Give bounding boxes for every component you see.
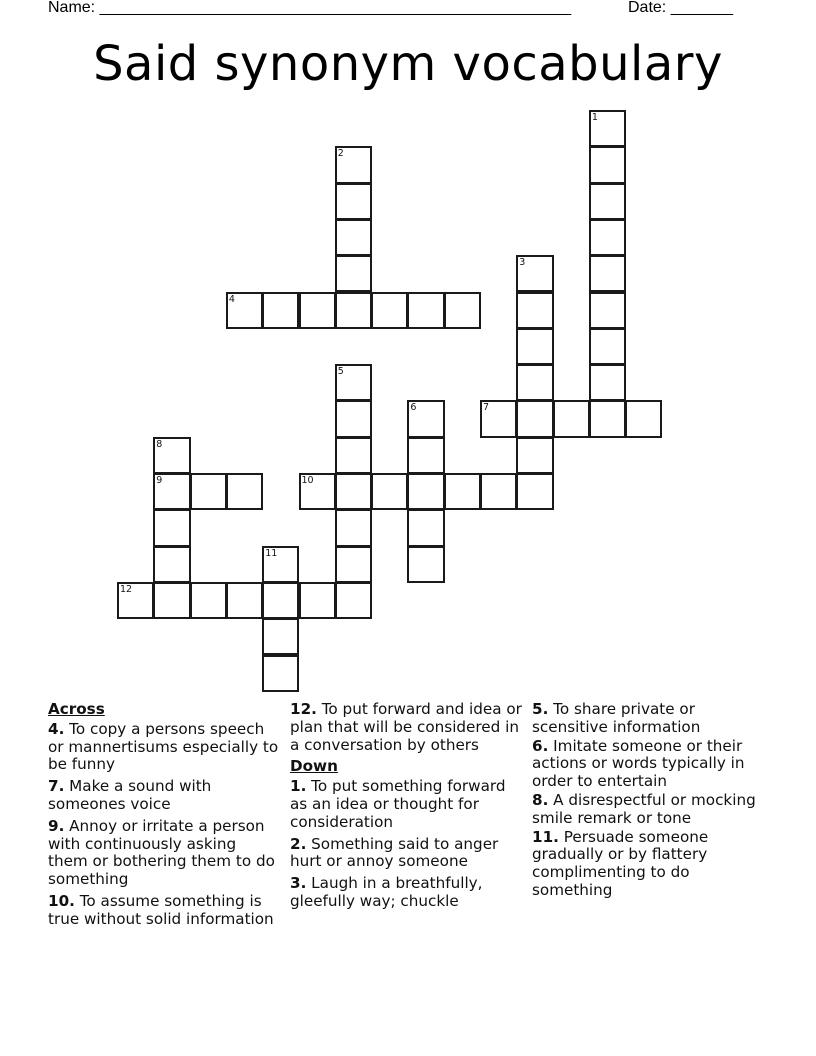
clue-text: Persuade someone gradually or by flattery complimenting to do something [532,827,709,899]
crossword-cell[interactable] [516,437,553,474]
crossword-cell[interactable] [335,219,372,256]
clue-number: 1. [290,777,307,796]
clue-number: 5. [532,700,549,718]
crossword-cell[interactable] [516,473,553,510]
crossword-cell[interactable] [335,582,372,619]
crossword-cell[interactable] [153,437,190,474]
crossword-cell[interactable] [190,582,227,619]
cell-number: 9 [156,475,163,486]
crossword-cell[interactable] [589,255,626,292]
crossword-cell[interactable] [444,292,481,329]
crossword-cell[interactable] [335,183,372,220]
crossword-cell[interactable] [335,146,372,183]
crossword-cell[interactable] [371,473,408,510]
clue-down-8 [532,792,764,828]
crossword-cell[interactable] [299,292,336,329]
crossword-cell[interactable] [625,400,662,437]
crossword-cell[interactable] [589,219,626,256]
crossword-cell[interactable] [335,473,372,510]
clue-text: A disrespectful or mocking smile remark or tone [532,790,756,827]
clue-text: To assume something is true without solid information [48,891,274,928]
crossword-cell[interactable] [589,110,626,147]
crossword-cell[interactable] [589,328,626,365]
crossword-cell[interactable] [480,400,517,437]
clue-number: 12. [290,700,317,718]
clues-column-1 [48,701,280,933]
cell-number: 4 [228,293,235,305]
cell-number: 5 [337,366,344,378]
crossword-cell[interactable] [153,546,190,583]
crossword-cell[interactable] [480,473,517,510]
cell-number: 6 [410,402,417,414]
cell-number: 7 [483,402,490,414]
crossword-cell[interactable] [262,618,299,655]
crossword-cell[interactable] [299,582,336,619]
crossword-cell[interactable] [516,292,553,329]
clue-down-2 [290,836,522,872]
clue-number: 6. [532,736,549,755]
crossword-cell[interactable] [407,546,444,583]
clue-number: 3. [290,874,307,893]
crossword-cell[interactable] [407,473,444,510]
cell-number: 12 [120,583,133,595]
crossword-cell[interactable] [190,473,227,510]
clue-text: Something said to anger hurt or annoy someone [290,834,499,871]
date-field[interactable]: Date: _______ [628,0,733,16]
crossword-cell[interactable] [335,292,372,329]
clue-down-1 [290,778,522,831]
crossword-cell[interactable] [153,509,190,546]
cell-number: 1 [591,112,598,123]
crossword-cell[interactable] [553,400,590,437]
crossword-cell[interactable] [589,146,626,183]
crossword-cell[interactable] [335,437,372,474]
crossword-cell[interactable] [262,655,299,692]
crossword-cell[interactable] [516,364,553,401]
clue-across-10 [48,893,280,929]
cell-number: 3 [519,257,526,269]
crossword-cell[interactable] [226,473,263,510]
clue-number: 9. [48,816,65,835]
clues-column-3 [532,701,764,901]
clue-text: To put forward and idea or plan that will be considered in a conversation by others [290,700,522,754]
clue-number: 8. [532,790,549,809]
cell-number: 10 [301,475,314,486]
clue-number: 11. [532,827,559,846]
page-title: Said synonym vocabulary [93,36,723,92]
clue-across-7 [48,778,280,814]
crossword-cell[interactable] [407,437,444,474]
crossword-cell[interactable] [516,328,553,365]
crossword-cell[interactable] [516,400,553,437]
crossword-cell[interactable] [589,364,626,401]
clue-text: Imitate someone or their actions or words typically in order to entertain [532,736,745,791]
clue-text: To put something forward as an idea or thought for consideration [290,777,506,831]
down-heading: Down [290,757,338,776]
clue-number: 2. [290,834,307,853]
clue-down-11 [532,829,764,900]
crossword-cell[interactable] [444,473,481,510]
crossword-cell[interactable] [153,582,190,619]
crossword-cell[interactable] [407,509,444,546]
crossword-cell[interactable] [153,473,190,510]
crossword-cell[interactable] [335,546,372,583]
crossword-cell[interactable] [516,255,553,292]
clues-column-2 [290,701,522,915]
crossword-cell[interactable] [262,292,299,329]
crossword-cell[interactable] [117,582,154,619]
crossword-cell[interactable] [589,183,626,220]
clue-number: 4. [48,719,65,738]
crossword-cell[interactable] [589,292,626,329]
cell-number: 11 [265,547,278,559]
clue-across-4 [48,721,280,774]
clue-down-6 [532,738,764,791]
crossword-cell[interactable] [335,509,372,546]
clue-text: Make a sound with someones voice [48,777,212,813]
crossword-cell[interactable] [407,292,444,329]
crossword-cell[interactable] [335,255,372,292]
across-heading: Across [48,700,105,718]
crossword-cell[interactable] [262,582,299,619]
clue-text: Annoy or irritate a person with continuously asking them or bothering them to do something [48,816,275,889]
crossword-cell[interactable] [335,400,372,437]
crossword-cell[interactable] [407,400,444,437]
crossword-cell[interactable] [226,582,263,619]
clue-down-5 [532,701,764,737]
clue-across-9 [48,818,280,889]
cell-number: 8 [156,438,163,450]
clue-text: To copy a persons speech or mannertisums especially to be funny [48,719,279,774]
crossword-cell[interactable] [371,292,408,329]
clue-number: 7. [48,777,65,796]
clue-number: 10. [48,891,75,910]
crossword-cell[interactable] [299,473,336,510]
crossword-cell[interactable] [226,292,263,329]
cell-number: 2 [337,148,344,160]
crossword-cell[interactable] [335,364,372,401]
crossword-cell[interactable] [262,546,299,583]
clue-across-12 [290,701,522,754]
clue-text: Laugh in a breathfully, gleefully way; chuckle [290,874,483,910]
name-field[interactable]: Name: _____________________________________________________ [48,0,572,16]
crossword-cell[interactable] [589,400,626,437]
clue-down-3 [290,875,522,911]
clue-text: To share private or scensitive information [532,700,701,736]
